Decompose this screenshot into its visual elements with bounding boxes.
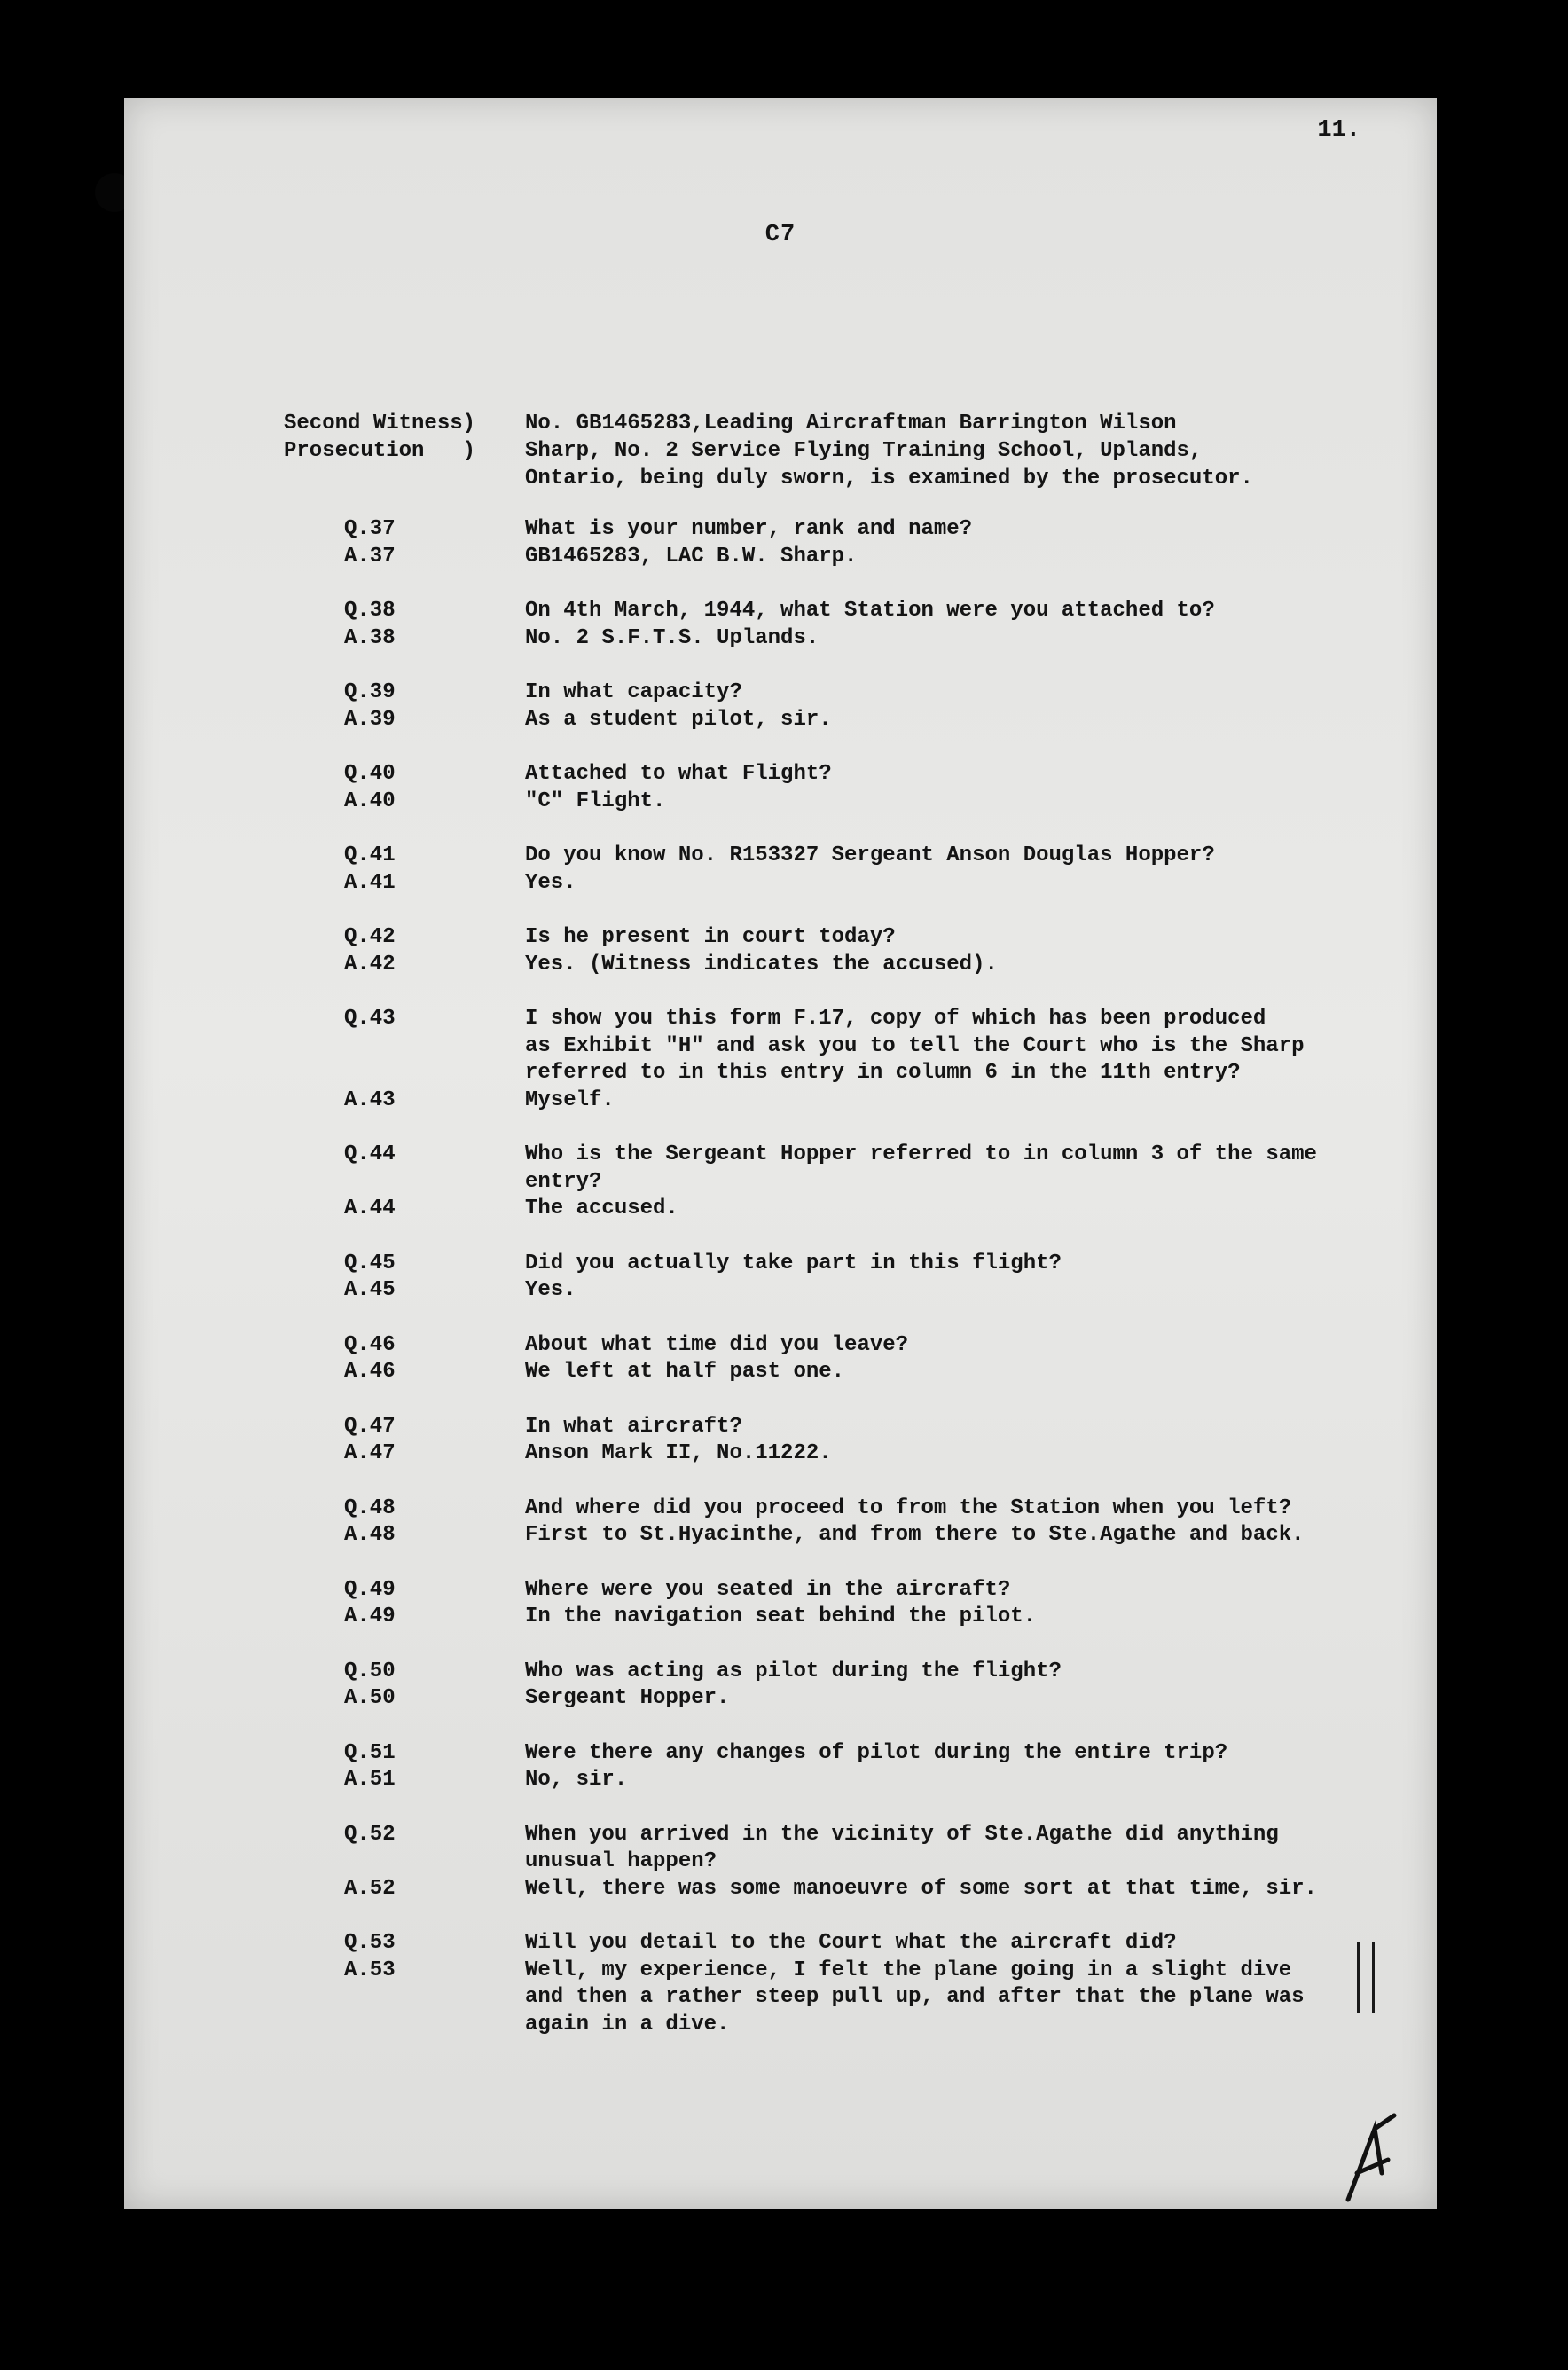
question-number: Q.41	[344, 844, 396, 867]
question-text: Did you actually take part in this flight?	[525, 1251, 1062, 1275]
witness-label: Prosecution )	[284, 439, 476, 463]
answer-text: No, sir.	[525, 1768, 628, 1792]
answer-number: A.49	[344, 1605, 396, 1628]
question-text: What is your number, rank and name?	[525, 517, 973, 541]
qa-block	[344, 516, 972, 570]
answer-number: A.43	[344, 1087, 396, 1112]
answer-number: A.48	[344, 1523, 396, 1547]
question-number: Q.43	[344, 1007, 396, 1031]
question-number: Q.52	[344, 1822, 396, 1847]
question-text: I show you this form F.17, copy of which has been produced	[525, 1007, 1266, 1031]
answer-number: A.41	[344, 870, 396, 895]
question-number: Q.51	[344, 1740, 396, 1765]
answer-text: As a student pilot, sir.	[525, 707, 832, 732]
question-text: When you arrived in the vicinity of Ste.Agathe did anything	[525, 1822, 1279, 1847]
question-text: In what aircraft?	[525, 1414, 742, 1439]
answer-text: Yes.	[525, 870, 576, 895]
question-text: In what capacity?	[525, 680, 742, 704]
answer-number: A.53	[344, 1958, 396, 1982]
question-number: Q.39	[344, 680, 396, 704]
qa-block	[344, 598, 1215, 652]
question-text: Do you know No. R153327 Sergeant Anson Douglas Hopper?	[525, 844, 1215, 867]
question-number: Q.37	[344, 517, 396, 541]
witness-text: Sharp, No. 2 Service Flying Training School, Uplands,	[525, 439, 1203, 463]
question-number: Q.53	[344, 1931, 396, 1955]
initials-signature	[1339, 2111, 1401, 2209]
qa-block	[344, 843, 1215, 897]
answer-text: In the navigation seat behind the pilot.	[525, 1605, 1037, 1628]
qa-block	[344, 1332, 908, 1386]
answer-number: A.50	[344, 1686, 396, 1710]
question-text: Is he present in court today?	[525, 925, 896, 949]
answer-text: Well, my experience, I felt the plane going in a slight dive	[525, 1958, 1292, 1982]
question-number: Q.38	[344, 599, 396, 623]
question-text: entry?	[525, 1169, 602, 1194]
question-text: as Exhibit "H" and ask you to tell the Court who is the Sharp	[525, 1033, 1305, 1058]
question-text: On 4th March, 1944, what Station were you attached to?	[525, 599, 1215, 623]
answer-number: A.37	[344, 544, 396, 569]
margin-mark	[1357, 1942, 1375, 2013]
page-number: 11.	[1317, 117, 1360, 144]
witness-header	[284, 410, 1253, 492]
qa-block	[344, 924, 998, 978]
question-text: unusual happen?	[525, 1849, 717, 1873]
question-number: Q.42	[344, 925, 396, 949]
qa-block	[344, 1414, 832, 1468]
qa-block	[344, 1659, 1062, 1713]
answer-text: Yes. (Witness indicates the accused).	[525, 952, 998, 977]
question-number: Q.48	[344, 1495, 396, 1520]
answer-text: The accused.	[525, 1197, 678, 1220]
question-number: Q.45	[344, 1251, 396, 1275]
answer-number: A.42	[344, 952, 396, 977]
question-number: Q.47	[344, 1414, 396, 1439]
qa-block	[344, 1006, 1305, 1114]
answer-text: again in a dive.	[525, 2012, 730, 2036]
qa-block	[344, 761, 832, 815]
answer-number: A.40	[344, 789, 396, 813]
qa-block	[344, 679, 832, 734]
answer-text: First to St.Hyacinthe, and from there to Ste.Agathe and back.	[525, 1523, 1305, 1547]
answer-number: A.44	[344, 1197, 396, 1220]
answer-number: A.46	[344, 1360, 396, 1384]
qa-block	[344, 1251, 1062, 1305]
qa-block	[344, 1495, 1305, 1550]
question-text: Who was acting as pilot during the flight?	[525, 1659, 1062, 1683]
document-page	[124, 98, 1437, 2209]
question-number: Q.46	[344, 1332, 396, 1357]
question-text: Will you detail to the Court what the aircraft did?	[525, 1931, 1177, 1955]
question-text: And where did you proceed to from the Station when you left?	[525, 1495, 1292, 1520]
question-number: Q.50	[344, 1659, 396, 1683]
answer-text: No. 2 S.F.T.S. Uplands.	[525, 625, 819, 650]
answer-text: Anson Mark II, No.11222.	[525, 1441, 832, 1465]
question-text: Who is the Sergeant Hopper referred to in column 3 of the same	[525, 1142, 1317, 1166]
answer-text: "C" Flight.	[525, 789, 666, 813]
answer-number: A.45	[344, 1278, 396, 1302]
question-text: About what time did you leave?	[525, 1332, 909, 1357]
answer-text: Yes.	[525, 1278, 576, 1302]
answer-text: We left at half past one.	[525, 1360, 845, 1384]
qa-block	[344, 1822, 1317, 1903]
answer-text: Myself.	[525, 1087, 615, 1112]
answer-number: A.39	[344, 707, 396, 732]
question-number: Q.40	[344, 762, 396, 786]
answer-number: A.47	[344, 1441, 396, 1465]
answer-text: Well, there was some manoeuvre of some sort at that time, sir.	[525, 1876, 1317, 1901]
qa-block	[344, 1930, 1305, 2038]
answer-number: A.52	[344, 1876, 396, 1901]
answer-number: A.51	[344, 1768, 396, 1792]
question-text: Attached to what Flight?	[525, 762, 832, 786]
question-text: Where were you seated in the aircraft?	[525, 1577, 1011, 1602]
document-code: C7	[764, 222, 796, 248]
question-text: Were there any changes of pilot during the entire trip?	[525, 1740, 1228, 1765]
answer-text: Sergeant Hopper.	[525, 1686, 730, 1710]
answer-number: A.38	[344, 625, 396, 650]
qa-block	[344, 1577, 1036, 1631]
answer-text: GB1465283, LAC B.W. Sharp.	[525, 544, 858, 569]
witness-label: Second Witness)	[284, 412, 476, 436]
question-number: Q.44	[344, 1142, 396, 1166]
question-text: referred to in this entry in column 6 in the 11th entry?	[525, 1061, 1241, 1085]
witness-text: No. GB1465283,Leading Aircraftman Barrington Wilson	[525, 412, 1177, 436]
question-number: Q.49	[344, 1577, 396, 1602]
witness-text: Ontario, being duly sworn, is examined by the prosecutor.	[525, 467, 1253, 490]
qa-block	[344, 1142, 1317, 1223]
qa-block	[344, 1740, 1227, 1794]
answer-text: and then a rather steep pull up, and after that the plane was	[525, 1985, 1305, 2009]
